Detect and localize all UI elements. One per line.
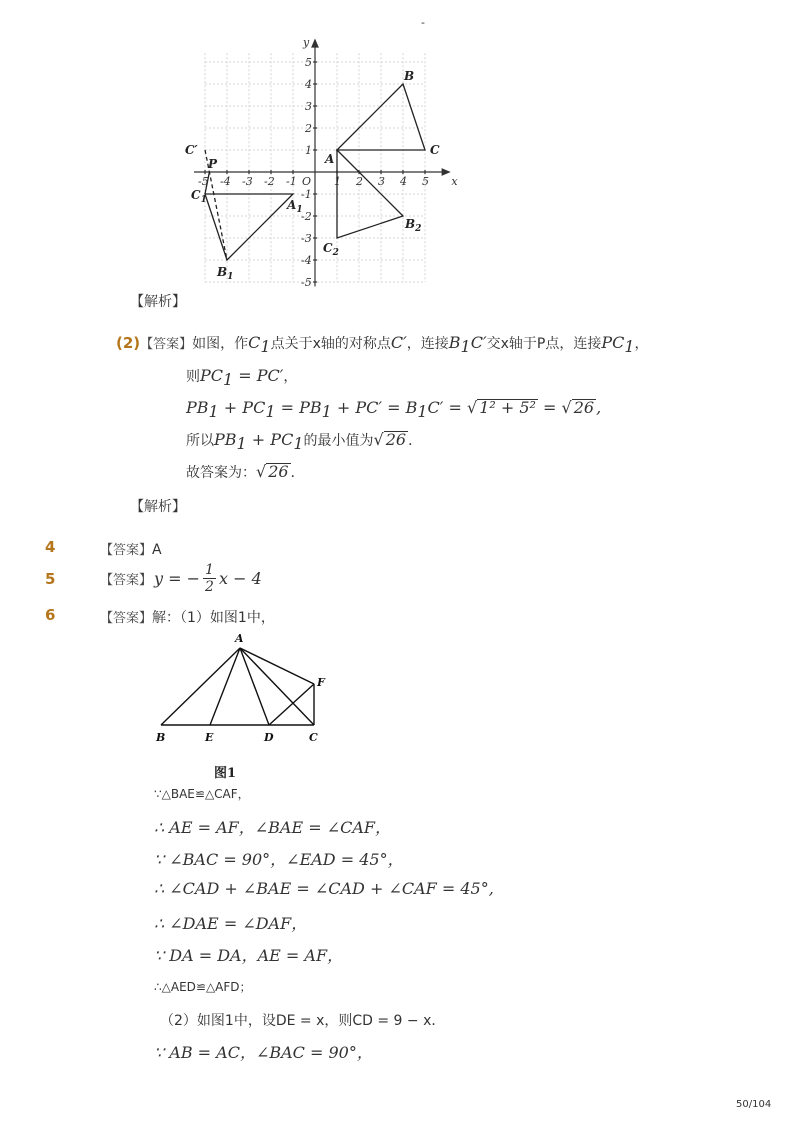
y-tick-label: 3: [305, 100, 312, 113]
x-tick-label: 3: [378, 175, 385, 188]
label-c1: $C_1$: [191, 188, 207, 205]
label-d: D: [264, 731, 274, 744]
question-6-number: 6: [45, 606, 56, 624]
x-axis-arrow: [442, 169, 449, 175]
y-tick-label: -4: [301, 254, 312, 267]
proof-line-6: ∵ DA = DA，AE = AF，: [154, 946, 344, 965]
x-tick-label: -2: [264, 175, 275, 188]
label-f: F: [317, 676, 325, 689]
question-6-answer: 【答案】解：（1）如图1中，: [100, 610, 275, 626]
label-b: B: [156, 731, 166, 744]
x-axis-label: x: [451, 175, 458, 188]
label-c2: $C_2$: [323, 241, 339, 258]
proof-line-5: ∴ ∠DAE = ∠DAF，: [154, 914, 308, 933]
y-tick-label: 2: [305, 122, 312, 135]
part2-line4: 所以$PB_1 + PC_1$的最小值为√ 26 ．: [186, 430, 423, 454]
label-e: E: [205, 731, 214, 744]
x-tick-label: -5: [198, 175, 209, 188]
analysis-tag-1: 【解析】: [130, 294, 186, 310]
proof-line-3: ∵ ∠BAC = 90°，∠EAD = 45°，: [154, 850, 404, 869]
part2-line1: (2)【答案】如图，作$C_1$点关于x轴的对称点C′，连接$B_1C'$交x轴于P点，连接$PC_1$，: [116, 333, 649, 357]
label-c: C: [309, 731, 318, 744]
x-tick-label: -3: [242, 175, 253, 188]
figure-1-triangle: [148, 628, 338, 746]
label-b2: $B_2$: [405, 217, 422, 234]
proof-line-4: ∴ ∠CAD + ∠BAE = ∠CAD + ∠CAF = 45°,: [154, 879, 494, 898]
analysis-tag-2: 【解析】: [130, 499, 186, 515]
answer-tag: 【答案】: [140, 337, 193, 352]
label-p: P: [208, 157, 218, 171]
x-tick-label: 2: [356, 175, 363, 188]
origin-label: O: [302, 175, 312, 188]
y-tick-label: -2: [301, 210, 312, 223]
y-tick-label: 1: [305, 144, 312, 157]
question-4-answer: 【答案】A: [100, 542, 162, 558]
segment-ac: [240, 648, 314, 725]
proof-line-9: ∵ AB = AC，∠BAC = 90°，: [154, 1043, 373, 1062]
x-tick-label: -4: [220, 175, 231, 188]
x-tick-label: 1: [334, 175, 341, 188]
part2-number: (2): [116, 334, 141, 352]
proof-line-1: ∵△BAE≌△CAF，: [154, 787, 250, 801]
label-b1: $B_1$: [217, 265, 234, 282]
proof-line-8: （2）如图1中，设DE = x，则CD = 9 − x．: [160, 1013, 446, 1029]
label-a: A: [235, 632, 244, 645]
figure-1-caption: 图1: [214, 766, 237, 781]
label-b: B: [404, 69, 415, 83]
proof-line-7: ∴△AED≌△AFD；: [154, 980, 252, 994]
y-tick-label: 4: [305, 78, 312, 91]
segment-ae: [210, 648, 240, 725]
sqrt-expression: 1² + 5²: [479, 398, 536, 417]
question-5-number: 5: [45, 570, 56, 588]
y-tick-label: 5: [305, 56, 312, 69]
x-tick-label: 4: [400, 175, 407, 188]
proof-line-2: ∴ AE = AF，∠BAE = ∠CAF，: [154, 818, 392, 837]
part2-line5: 故答案为：√ 26 ．: [186, 462, 305, 481]
top-dash: -: [421, 16, 425, 29]
label-a: A: [325, 152, 335, 166]
x-tick-label: -1: [286, 175, 297, 188]
segment-ab: [161, 648, 240, 725]
question-4-number: 4: [45, 538, 56, 556]
fraction: $\frac{1}{2}$: [205, 562, 214, 595]
y-tick-label: -5: [301, 276, 312, 289]
page-number: 50/104: [736, 1099, 772, 1110]
x-tick-label: 5: [422, 175, 429, 188]
y-tick-label: -3: [301, 232, 312, 245]
y-tick-label: -1: [301, 188, 312, 201]
label-a1: $A_1$: [287, 198, 303, 215]
label-c-prime: C′: [185, 143, 198, 157]
y-axis-label: y: [303, 36, 310, 49]
part2-line2: 则$PC_1 = PC'$，: [186, 366, 298, 390]
part2-line3: $PB_1 + PC_1 = PB_1 + PC' = B_1C'$ = √ 1² + 5² = √ 26 ,: [186, 398, 602, 422]
label-c: C: [430, 143, 440, 157]
question-5-answer: 【答案】 y = − $\frac{1}{2}$ x − 4: [100, 562, 262, 595]
coordinate-graph: [180, 34, 470, 290]
y-axis-arrow: [312, 40, 318, 47]
